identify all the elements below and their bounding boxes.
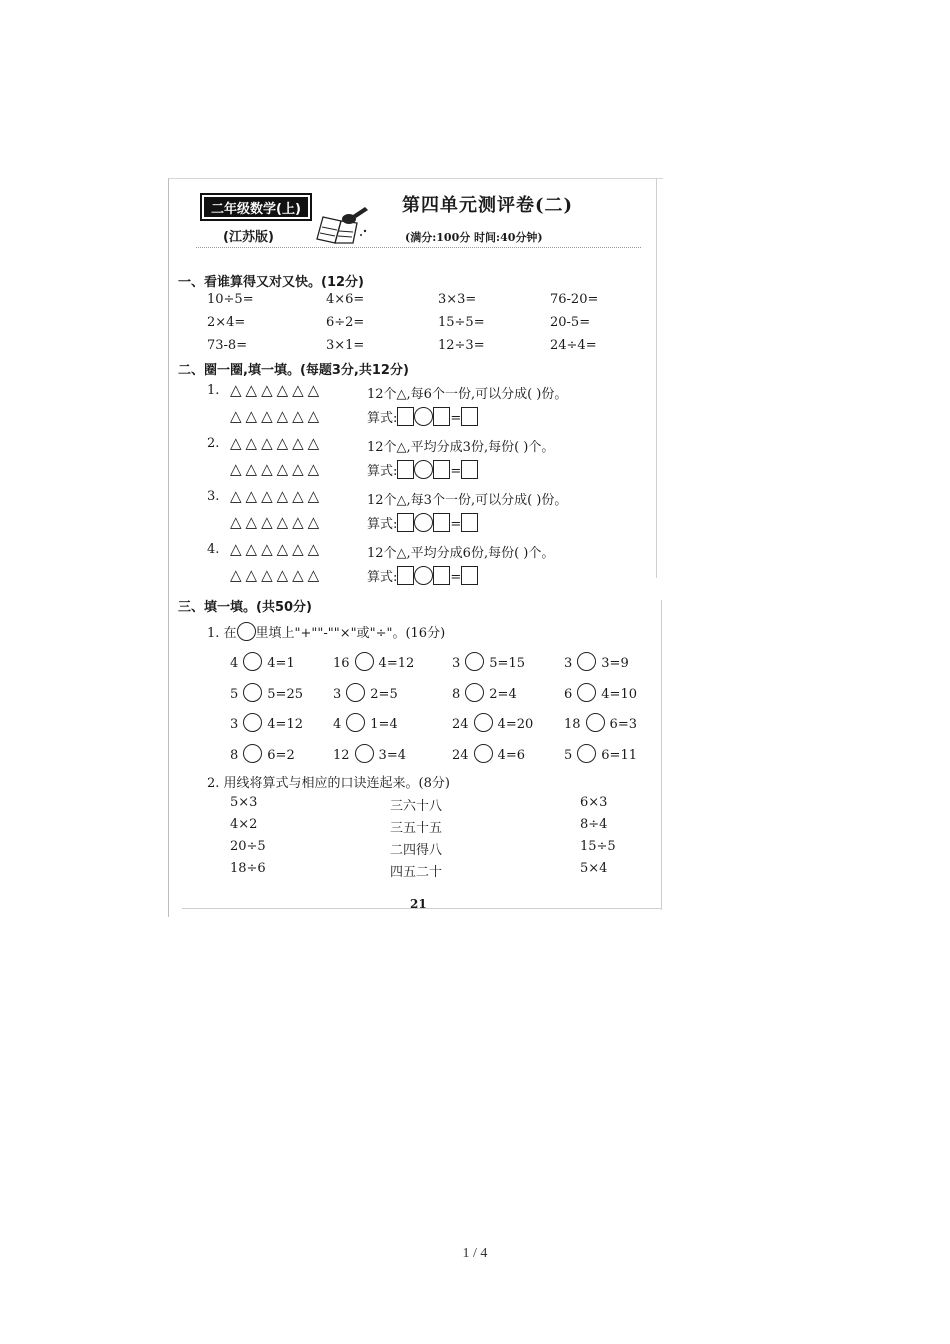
section-2-heading: 二、圈一圈,填一填。(每题3分,共12分) [178,363,409,378]
matching-middle-item[interactable]: 三五十五 [390,821,443,836]
operand: 8 [230,748,239,763]
formula-label: 算式: [367,411,398,426]
answer-circle[interactable] [243,652,262,671]
operand: 3 [333,687,342,702]
operand: 5 [230,687,239,702]
operator-problem [333,713,398,732]
operand: 6 [564,687,573,702]
answer-circle[interactable] [243,713,262,732]
triangle-row: △△△△△△ [230,566,324,584]
arithmetic-problem: 12÷3= [438,338,485,353]
score-time-info: (满分:100分 时间:40分钟) [405,231,543,244]
triangle-row: △△△△△△ [230,434,324,452]
operand: 5 [564,748,573,763]
header-divider [196,247,641,248]
operator-problem [230,652,295,671]
operator-problem [452,713,533,732]
scan-edge [661,600,662,910]
operator-problem [333,683,398,702]
answer-box[interactable] [461,460,478,479]
operand: 16 [333,656,350,671]
answer-circle[interactable] [577,683,596,702]
operand: 24 [452,748,469,763]
operator-problem [333,744,406,763]
operator-problem [564,683,637,702]
answer-box[interactable] [397,513,414,532]
item-number: 3. [207,489,220,504]
arithmetic-problem: 2×4= [207,315,246,330]
matching-left-item[interactable]: 4×2 [230,817,258,832]
item-text: 12个△,平均分成3份,每份( )个。 [367,440,555,455]
formula-label: 算式: [367,517,398,532]
answer-circle[interactable] [586,713,605,732]
item-number: 2. [207,436,220,451]
answer-circle[interactable] [465,683,484,702]
grade-label: 二年级数学(上) [200,193,312,221]
matching-right-item[interactable]: 8÷4 [580,817,608,832]
arithmetic-problem: 4×6= [326,292,365,307]
answer-circle[interactable] [577,652,596,671]
operator-problem [452,683,517,702]
answer-circle[interactable] [414,513,433,532]
answer-circle[interactable] [243,683,262,702]
operand: 24 [452,717,469,732]
matching-right-item[interactable]: 5×4 [580,861,608,876]
matching-middle-item[interactable]: 三六十八 [390,799,443,814]
matching-middle-item[interactable]: 四五二十 [390,865,443,880]
operand: 6=11 [601,748,637,763]
pdf-page-indicator: 1 / 4 [462,1246,488,1261]
item-text: 12个△,每3个一份,可以分成( )份。 [367,493,568,508]
operand: 6=2 [267,748,295,763]
answer-circle[interactable] [577,744,596,763]
arithmetic-problem: 10÷5= [207,292,254,307]
item-text: 12个△,每6个一份,可以分成( )份。 [367,387,568,402]
answer-box[interactable] [397,566,414,585]
operand: 18 [564,717,581,732]
answer-circle[interactable] [474,713,493,732]
answer-box[interactable] [461,566,478,585]
operand: 3=9 [601,656,629,671]
answer-box[interactable] [461,513,478,532]
arithmetic-problem: 73-8= [207,338,248,353]
section-3-q2-heading: 2. 用线将算式与相应的口诀连起来。(8分) [207,776,450,791]
triangle-row: △△△△△△ [230,487,324,505]
operator-problem [230,683,303,702]
answer-box[interactable] [433,566,450,585]
answer-circle[interactable] [243,744,262,763]
matching-right-item[interactable]: 15÷5 [580,839,616,854]
answer-box[interactable] [397,460,414,479]
answer-box[interactable] [433,513,450,532]
arithmetic-problem: 3×1= [326,338,365,353]
formula-label: 算式: [367,464,398,479]
formula-label: 算式: [367,570,398,585]
arithmetic-problem: 3×3= [438,292,477,307]
operand: 5=15 [489,656,525,671]
triangle-row: △△△△△△ [230,460,324,478]
q1-prefix: 1. 在 [207,626,237,641]
arithmetic-problem: 24÷4= [550,338,597,353]
section-3-q1-instruction [207,622,445,641]
operand: 4=1 [267,656,295,671]
equals-sign: = [450,464,462,479]
arithmetic-problem: 6÷2= [326,315,365,330]
triangle-row: △△△△△△ [230,381,324,399]
page-number: 21 [410,897,427,911]
answer-box[interactable] [397,407,414,426]
equals-sign: = [450,411,462,426]
item-number: 1. [207,383,220,398]
q1-suffix: 里填上"+""-""×"或"÷"。(16分) [255,626,446,641]
operand: 6=3 [609,717,637,732]
formula-row [367,513,478,532]
answer-circle[interactable] [346,713,365,732]
answer-box[interactable] [433,460,450,479]
section-3-heading: 三、填一填。(共50分) [178,600,312,615]
operand: 4=12 [267,717,303,732]
answer-circle[interactable] [355,652,374,671]
equals-sign: = [450,517,462,532]
operator-problem [230,744,295,763]
matching-left-item[interactable]: 20÷5 [230,839,266,854]
operand: 5=25 [267,687,303,702]
operator-problem [564,652,629,671]
answer-circle[interactable] [237,622,256,641]
operator-problem [452,652,525,671]
arithmetic-problem: 15÷5= [438,315,485,330]
equals-sign: = [450,570,462,585]
matching-left-item[interactable]: 18÷6 [230,861,266,876]
answer-circle[interactable] [474,744,493,763]
operand: 3 [452,656,461,671]
answer-box[interactable] [433,407,450,426]
operator-problem [564,744,637,763]
answer-circle[interactable] [465,652,484,671]
matching-middle-item[interactable]: 二四得八 [390,843,443,858]
operand: 8 [452,687,461,702]
operand: 3 [564,656,573,671]
answer-circle[interactable] [346,683,365,702]
operator-problem [333,652,414,671]
matching-left-item[interactable]: 5×3 [230,795,258,810]
operand: 12 [333,748,350,763]
matching-right-item[interactable]: 6×3 [580,795,608,810]
scan-edge [656,178,657,578]
operator-problem [230,713,303,732]
triangle-row: △△△△△△ [230,407,324,425]
arithmetic-problem: 20-5= [550,315,591,330]
edition-label: (江苏版) [223,230,274,245]
answer-box[interactable] [461,407,478,426]
answer-circle[interactable] [414,460,433,479]
operand: 4=12 [378,656,415,671]
answer-circle[interactable] [414,407,433,426]
operand: 2=5 [370,687,398,702]
operator-problem [564,713,637,732]
operand: 4=6 [497,748,525,763]
operator-problem [452,744,525,763]
formula-row [367,460,478,479]
formula-row [367,407,478,426]
operand: 2=4 [489,687,517,702]
answer-circle[interactable] [355,744,374,763]
page-title: 第四单元测评卷(二) [402,195,574,216]
operand: 3 [230,717,239,732]
operand: 4 [333,717,342,732]
book-pencil-icon [313,205,371,245]
operand: 4=20 [497,717,534,732]
operand: 1=4 [370,717,398,732]
item-text: 12个△,平均分成6份,每份( )个。 [367,546,555,561]
operand: 4=10 [601,687,637,702]
answer-circle[interactable] [414,566,433,585]
triangle-row: △△△△△△ [230,540,324,558]
operand: 4 [230,656,239,671]
triangle-row: △△△△△△ [230,513,324,531]
operand: 3=4 [378,748,406,763]
section-1-heading: 一、看谁算得又对又快。(12分) [178,275,364,290]
item-number: 4. [207,542,220,557]
arithmetic-problem: 76-20= [550,292,599,307]
formula-row [367,566,478,585]
